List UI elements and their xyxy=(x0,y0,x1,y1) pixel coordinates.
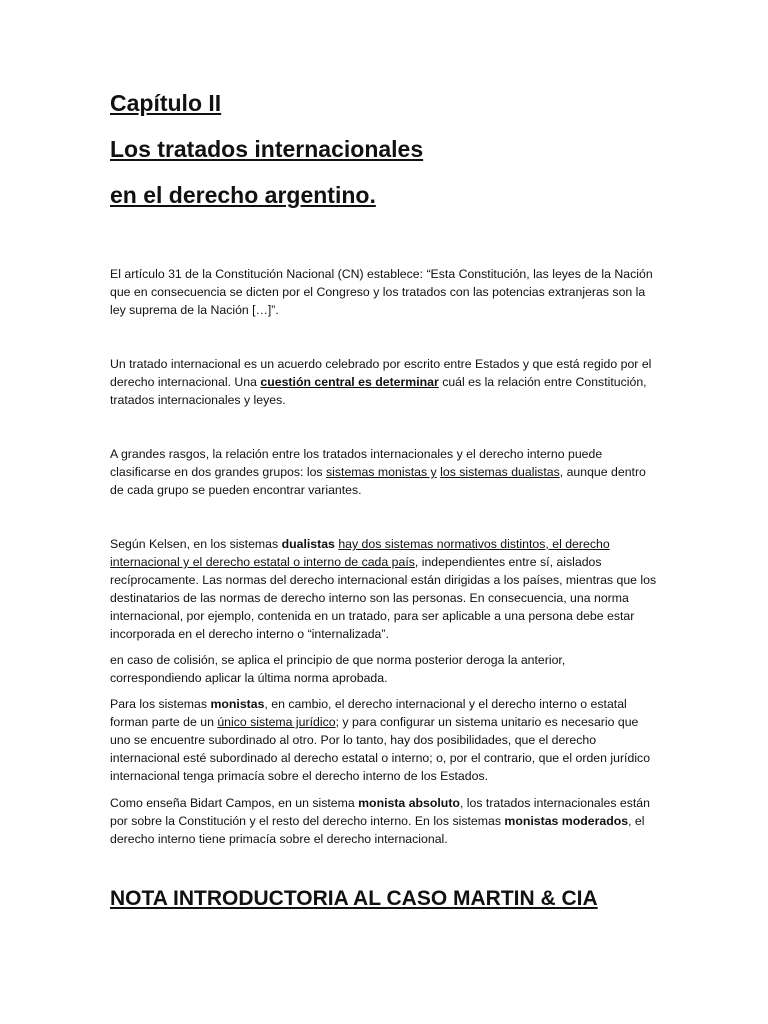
paragraph-colision: en caso de colisión, se aplica el principio de que norma posterior deroga la anterior, correspondiendo aplicar la última norma aprobada. xyxy=(110,653,566,685)
paragraph-grupos: A grandes rasgos, la relación entre los tratados internacionales y el derecho interno puede clasificarse en dos grandes grupos: los sistemas monistas y los sistemas dualistas, aunque dentro de cada grupo se pueden encontrar variantes. xyxy=(110,447,646,497)
paragraph-bidart-campos: Como enseña Bidart Campos, en un sistema monista absoluto, los tratados internacionales están por sobre la Constitución y el resto del derecho interno. En los sistemas monistas moderados, el derecho interno tiene primacía sobre el derecho internacional. xyxy=(110,796,650,846)
paragraph-kelsen-dualistas: Según Kelsen, en los sistemas dualistas hay dos sistemas normativos distintos, el derecho internacional y el derecho estatal o interno de cada país, independientes entre sí, aislados recíprocamente. Las normas del derecho internacional están dirigidas a los países, mientras que los destinatarios de las normas de derecho interno son las personas. En consecuencia, una norma internacional, por ejemplo, contenida en un tratado, para ser aplicable a una persona debe estar incorporada en el derecho interno o “internalizada”. xyxy=(110,537,657,641)
paragraph-article-31: El artículo 31 de la Constitución Nacional (CN) establece: “Esta Constitución, las leyes de la Nación que en consecuencia se dicten por el Congreso y los tratados con las potencias extranjeras son la ley suprema de la Nación […]”. xyxy=(110,267,653,317)
chapter-title: Capítulo II xyxy=(110,90,222,116)
chapter-subtitle-line2: en el derecho argentino. xyxy=(110,182,376,208)
nota-introductoria-heading: NOTA INTRODUCTORIA AL CASO MARTIN & CIA xyxy=(110,887,598,910)
paragraph-tratado-definition: Un tratado internacional es un acuerdo celebrado por escrito entre Estados y que está regido por el derecho internacional. Una cuestión central es determinar cuál es la relación entre Constitución, tratados internacionales y leyes. xyxy=(110,357,652,407)
chapter-subtitle-line1: Los tratados internacionales xyxy=(110,136,424,162)
paragraph-monistas: Para los sistemas monistas, en cambio, el derecho internacional y el derecho interno o estatal forman parte de un único sistema jurídico; y para configurar un sistema unitario es necesario que uno se encuentre subordinado al otro. Por lo tanto, hay dos posibilidades, que el derecho internacional esté subordinado al derecho estatal o interno; o, por el contrario, que el orden jurídico internacional tenga primacía sobre el derecho interno de los Estados. xyxy=(110,697,651,783)
